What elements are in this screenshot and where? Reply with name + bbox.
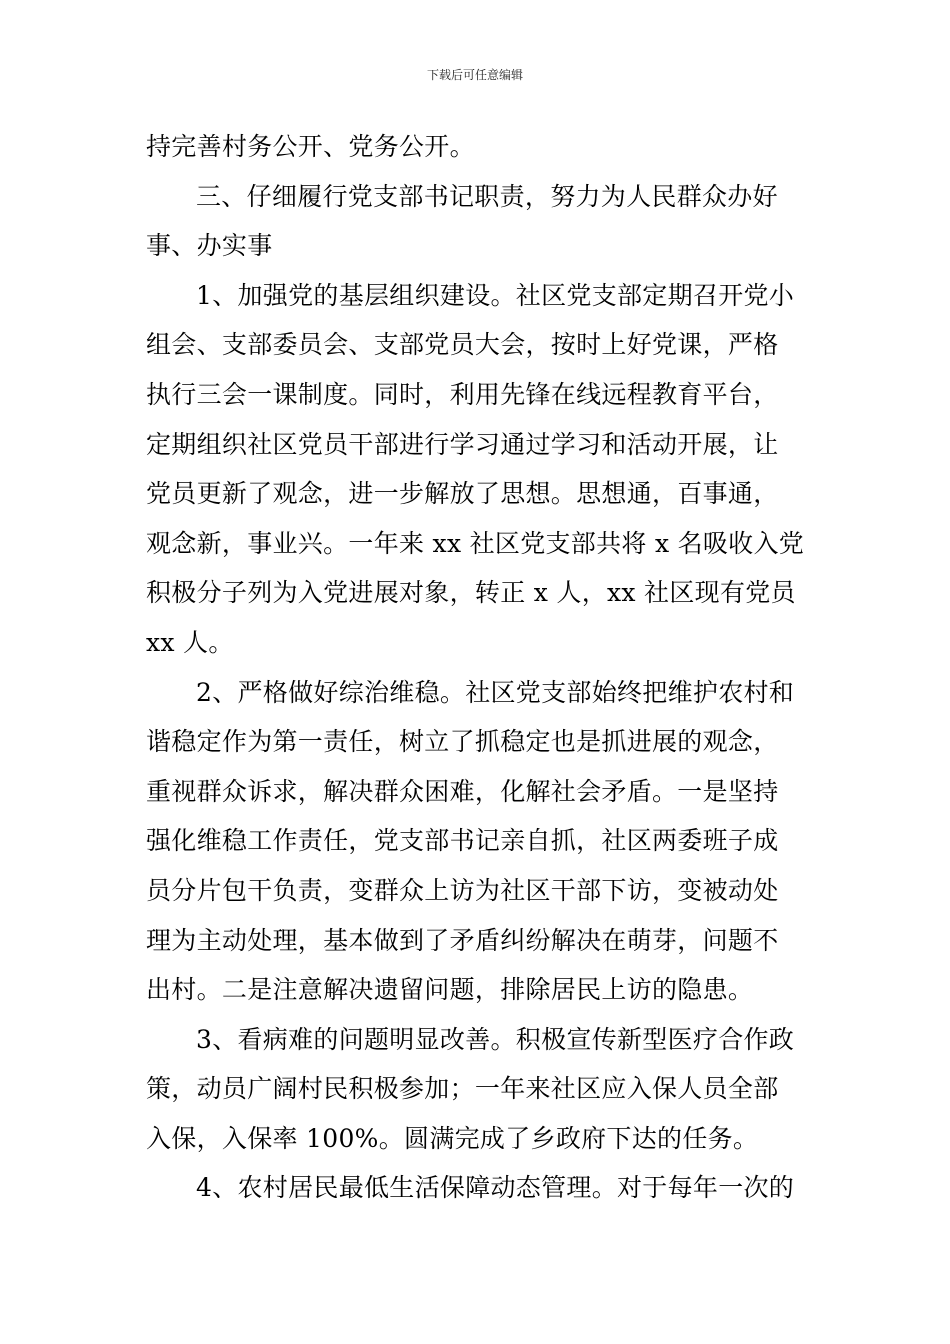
text-line: 党员更新了观念，进一步解放了思想。思想通，百事通， xyxy=(146,479,779,509)
text-line: 1、加强党的基层组织建设。社区党支部定期召开党小 xyxy=(196,280,795,310)
text-line: 持完善村务公开、党务公开。 xyxy=(146,132,475,161)
text-line: 重视群众诉求，解决群众困难，化解社会矛盾。一是坚持 xyxy=(146,776,779,806)
text-line: 4、农村居民最低生活保障动态管理。对于每年一次的 xyxy=(196,1173,795,1203)
text-line: 组会、支部委员会、支部党员大会，按时上好党课，严格 xyxy=(146,330,779,360)
text-line: 定期组织社区党员干部进行学习通过学习和活动开展，让 xyxy=(146,429,779,459)
text-line: xx 人。 xyxy=(146,627,234,657)
text-line: 强化维稳工作责任，党支部书记亲自抓，社区两委班子成 xyxy=(146,826,779,856)
text-line: 员分片包干负责，变群众上访为社区干部下访，变被动处 xyxy=(146,875,779,905)
page-header: 下载后可任意编辑 xyxy=(426,68,523,82)
section-heading-line: 三、仔细履行党支部书记职责，努力为人民群众办好 xyxy=(196,181,778,211)
text-line: 3、看病难的问题明显改善。积极宣传新型医疗合作政 xyxy=(196,1024,795,1054)
text-line: 2、严格做好综治维稳。社区党支部始终把维护农村和 xyxy=(196,677,795,707)
text-line: 观念新，事业兴。一年来 xx 社区党支部共将 x 名吸收入党 xyxy=(146,528,805,558)
section-heading-line: 事、办实事 xyxy=(146,231,273,261)
text-line: 理为主动处理，基本做到了矛盾纠纷解决在萌芽，问题不 xyxy=(146,925,779,955)
text-line: 入保，入保率 100%。圆满完成了乡政府下达的任务。 xyxy=(146,1123,759,1153)
text-line: 执行三会一课制度。同时，利用先锋在线远程教育平台， xyxy=(146,379,779,409)
text-line: 策，动员广阔村民积极参加；一年来社区应入保人员全部 xyxy=(146,1074,779,1104)
text-line: 积极分子列为入党进展对象，转正 x 人，xx 社区现有党员 xyxy=(146,578,796,608)
text-line: 谐稳定作为第一责任，树立了抓稳定也是抓进展的观念， xyxy=(146,727,779,757)
text-line: 出村。二是注意解决遗留问题，排除居民上访的隐患。 xyxy=(146,975,754,1005)
body-text xyxy=(146,122,808,1213)
